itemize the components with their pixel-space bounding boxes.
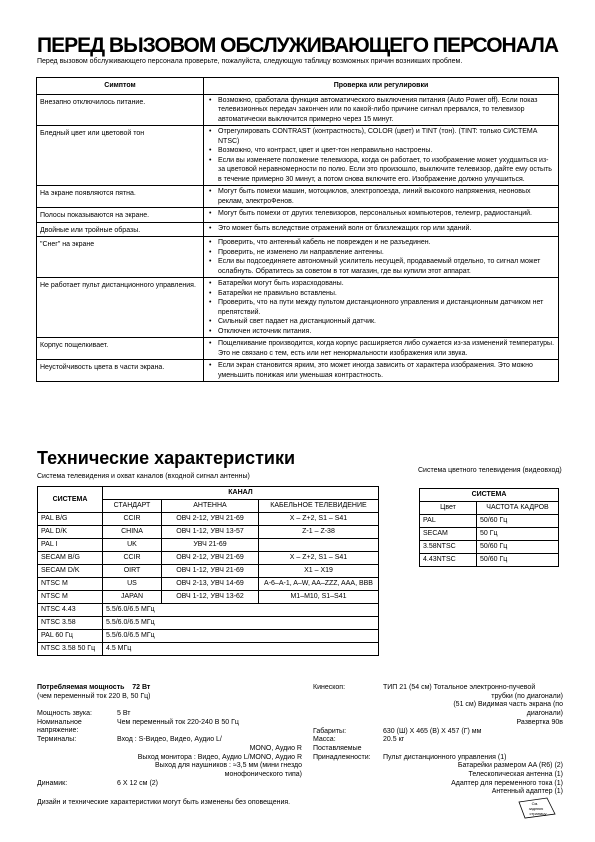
- spec-key: [37, 754, 117, 763]
- spec-value: 5 Вт: [117, 710, 131, 717]
- spec-key: [313, 710, 383, 719]
- specs-title: Технические характеристики: [37, 448, 296, 468]
- spec-value: ТИП 21 (54 см) Тотальное электронно-пучевой: [383, 684, 536, 691]
- spec-key: Номинальное напряжение:: [37, 718, 82, 735]
- standard-cell: US: [103, 578, 162, 591]
- color-col-header: Цвет: [420, 502, 477, 515]
- color-row: [420, 541, 559, 554]
- system-row: [38, 617, 379, 630]
- antenna-header: АНТЕННА: [162, 500, 259, 513]
- spec-value: Выход для наушников : ≈3,5 мм (мини гнездо: [154, 762, 302, 770]
- spec-key: Габариты:: [313, 727, 347, 735]
- spec-value: [383, 745, 563, 754]
- cable-cell: A-6–A-1, A–W, AA–ZZZ, AAA, BBB: [259, 578, 379, 591]
- color-freq-cell: 50/60 Гц: [477, 541, 559, 554]
- see-back-page-icon: [517, 796, 557, 820]
- tv-systems-table: [37, 486, 379, 656]
- systems-caption: Система телевидения и охват каналов (входной сигнал антенны): [37, 473, 250, 480]
- spec-key: [37, 745, 117, 754]
- check-cell: [204, 208, 559, 223]
- symptom-cell: "Снег" на экране: [37, 237, 204, 278]
- antenna-cell: ОВЧ 1-12, УВЧ 13-62: [162, 591, 259, 604]
- spec-key: [37, 771, 117, 780]
- check-list: [207, 96, 555, 125]
- color-row: [420, 528, 559, 541]
- antenna-cell: ОВЧ 1-12, УВЧ 13-57: [162, 526, 259, 539]
- check-item: • Если вы изменяете положение телевизора, когда он работает, то изображение может ухудшиться из-за цветовой неравномерности по полю. Если это произошло, выключите телевизор, дайте ему остыть в течение примерно 30 минут, а потом снова включите его. Изображение должно улучшиться.: [207, 156, 555, 185]
- symptom-cell: Не работает пульт дистанционного управления.: [37, 278, 204, 338]
- freq-col-header: ЧАСТОТА КАДРОВ: [477, 502, 559, 515]
- right-specs: [313, 684, 563, 797]
- trouble-row: [37, 186, 559, 208]
- system-row: [38, 526, 379, 539]
- spec-value: трубки (по диагонали): [491, 692, 563, 700]
- spec-row: [313, 701, 563, 710]
- system-cell: SECAM B/G: [38, 552, 103, 565]
- system-cell: SECAM D/K: [38, 565, 103, 578]
- color-name-cell: PAL: [420, 515, 477, 528]
- spec-key: Мощность звука:: [37, 710, 92, 717]
- antenna-cell: ОВЧ 1-12, УВЧ 21-69: [162, 565, 259, 578]
- channel-header: КАНАЛ: [103, 487, 379, 500]
- spec-row: [37, 762, 302, 771]
- check-item: • Возможно, сработала функция автоматического выключения питания (Auto Power off). Если показ телевизионных передач закончен или по какой-либо причине сигнал прервался, то телевизор автоматически выключится примерно через 15 минут.: [207, 96, 555, 125]
- spec-row: [37, 710, 302, 719]
- color-row: [420, 554, 559, 567]
- spec-value: монофонического типа): [224, 770, 302, 778]
- spec-value: 20.5 кг: [383, 736, 405, 744]
- spec-row: [313, 762, 563, 771]
- spec-row: [313, 745, 563, 754]
- spec-value: Вход : S-Видео, Видео, Аудио L/: [117, 736, 222, 744]
- check-cell: [204, 338, 559, 360]
- spec-row: [37, 745, 302, 754]
- badge-line1: См.: [531, 801, 539, 806]
- spec-key: Динамик:: [37, 779, 68, 787]
- color-name-cell: 4.43NTSC: [420, 554, 477, 567]
- standard-header: СТАНДАРТ: [103, 500, 162, 513]
- spec-key: [313, 693, 383, 702]
- standard-cell: CCIR: [103, 513, 162, 526]
- check-list: [207, 339, 555, 358]
- badge-line3: страницу: [529, 811, 547, 816]
- check-item: • Возможно, что контраст, цвет и цвет-тон неправильно настроены.: [207, 146, 555, 156]
- system-cell: NTSC 4.43: [38, 604, 103, 617]
- spec-row: [37, 736, 302, 745]
- check-item: • Проверить, что антенный кабель не поврежден и не разъединен.: [207, 238, 555, 248]
- power-value: 72 Вт: [132, 684, 151, 691]
- check-list: [207, 224, 555, 234]
- cable-cell: X – Z+2, S1 – S41: [259, 513, 379, 526]
- symptom-cell: Внезапно отключилось питание.: [37, 94, 204, 126]
- cable-cell: [259, 539, 379, 552]
- check-item: • Если экран становится ярким, это может иногда зависить от характера изображения. Это можно уменьшить понижая или уменьшая контрастность.: [207, 361, 555, 380]
- check-item: • Проверить, что на пути между пультом дистанционного управления и дистанционным датчиком нет препятствий.: [207, 298, 555, 317]
- spec-row: [313, 693, 563, 702]
- spec-value: 6 X 12 см (2): [117, 779, 158, 787]
- spec-row: [37, 719, 302, 736]
- spec-value: Чем переменный ток 220-240 В 50 Гц: [117, 718, 239, 726]
- check-item: • Могут быть помехи от других телевизоров, персональных компьютеров, телеигр, радиостанций.: [207, 209, 555, 219]
- color-row: [420, 515, 559, 528]
- check-item: • Пощелкивание производится, когда корпус расширяется либо сужается из-за изменений температуры. Это не связано с тем, есть или нет ненормальности изображения или звука.: [207, 339, 555, 358]
- system-cell: NTSC M: [38, 591, 103, 604]
- spec-row: [313, 771, 563, 780]
- system-cell: NTSC 3.58: [38, 617, 103, 630]
- symptom-cell: Корпус пощелкивает.: [37, 338, 204, 360]
- symptom-cell: Неустойчивость цвета в части экрана.: [37, 360, 204, 382]
- check-item: • Могут быть помехи машин, мотоциклов, электропоезда, линий высокого напряжения, неоновых реклам, электроФенов.: [207, 187, 555, 206]
- trouble-row: [37, 126, 559, 186]
- cable-header: КАБЕЛЬНОЕ ТЕЛЕВИДЕНИЕ: [259, 500, 379, 513]
- color-system-header: СИСТЕМА: [420, 489, 559, 502]
- standard-cell: UK: [103, 539, 162, 552]
- spec-row: [37, 780, 302, 789]
- check-cell: [204, 94, 559, 126]
- value-cell: 5.5/6.0/6.5 МГц: [103, 630, 379, 643]
- check-item: • Проверить, не изменено ли направление антенны.: [207, 248, 555, 258]
- spec-value: Развертка 90в: [516, 718, 563, 726]
- check-item: • Отрегулировать CONTRAST (контрастность), COLOR (цвет) и TINT (тон). (TINT: только СИСТЕМА NTSC): [207, 127, 555, 146]
- check-cell: [204, 278, 559, 338]
- intro-text: Перед вызовом обслуживающего персонала проверьте, пожалуйста, следующую таблицу возможных причин возникших проблем.: [37, 58, 463, 65]
- left-specs: [37, 710, 302, 788]
- trouble-row: [37, 237, 559, 278]
- spec-key: [37, 762, 117, 771]
- spec-key: Терминалы:: [37, 736, 77, 744]
- check-item: • Батарейки могут быть израсходованы.: [207, 279, 555, 289]
- system-row: [38, 513, 379, 526]
- color-freq-cell: 50/60 Гц: [477, 515, 559, 528]
- trouble-row: [37, 94, 559, 126]
- check-cell: [204, 237, 559, 278]
- color-freq-cell: 50/60 Гц: [477, 554, 559, 567]
- check-list: [207, 209, 555, 219]
- system-row: [38, 552, 379, 565]
- system-cell: PAL 60 Гц: [38, 630, 103, 643]
- trouble-row: [37, 360, 559, 382]
- check-cell: [204, 222, 559, 237]
- check-item: • Батарейки не правильно вставлены.: [207, 289, 555, 299]
- color-name-cell: 3.58NTSC: [420, 541, 477, 554]
- spec-row: [313, 719, 563, 728]
- spec-key: [313, 771, 383, 780]
- value-cell: 5.5/6.0/6.5 МГц: [103, 617, 379, 630]
- spec-row: [313, 710, 563, 719]
- system-row: [38, 630, 379, 643]
- value-cell: 4.5 МГц: [103, 643, 379, 656]
- power-label: Потребляемая мощность: [37, 684, 125, 691]
- troubleshooting-table: [36, 77, 559, 382]
- cable-cell: Z-1 – Z-38: [259, 526, 379, 539]
- spec-key: Кинескоп:: [313, 684, 346, 691]
- trouble-row: [37, 208, 559, 223]
- antenna-cell: ОВЧ 2-13, УВЧ 14-69: [162, 578, 259, 591]
- standard-cell: CCIR: [103, 552, 162, 565]
- spec-value: 630 (Ш) X 465 (В) X 457 (Г) мм: [383, 727, 482, 735]
- trouble-row: [37, 222, 559, 237]
- standard-cell: OIRT: [103, 565, 162, 578]
- system-cell: PAL B/G: [38, 513, 103, 526]
- spec-value: Выход монитора : Видео, Аудио L/MONO, Аудио R: [137, 753, 302, 761]
- standard-cell: JAPAN: [103, 591, 162, 604]
- symptom-cell: На экране появляются пятна.: [37, 186, 204, 208]
- color-caption: Система цветного телевидения (видеовход): [418, 467, 562, 474]
- spec-value: Батарейки размером AA (R6) (2): [457, 762, 563, 770]
- power-block: [37, 684, 282, 701]
- antenna-cell: ОВЧ 2-12, УВЧ 21-69: [162, 513, 259, 526]
- color-name-cell: SECAM: [420, 528, 477, 541]
- system-cell: PAL I: [38, 539, 103, 552]
- antenna-cell: ОВЧ 2-12, УВЧ 21-69: [162, 552, 259, 565]
- check-list: [207, 238, 555, 276]
- check-cell: [204, 126, 559, 186]
- spec-key: [313, 701, 383, 710]
- check-item: • Это может быть вследствие отражений волн от близлежащих гор или зданий.: [207, 224, 555, 234]
- check-list: [207, 361, 555, 380]
- standard-cell: CHINA: [103, 526, 162, 539]
- trouble-row: [37, 338, 559, 360]
- symptom-cell: Полосы показываются на экране.: [37, 208, 204, 223]
- spec-row: [37, 754, 302, 763]
- spec-value: MONO, Аудио R: [249, 744, 302, 752]
- cable-cell: X1 – X19: [259, 565, 379, 578]
- spec-key: Масса:: [313, 736, 336, 744]
- trouble-row: [37, 278, 559, 338]
- spec-value: Телескопическая антенна (1): [468, 771, 563, 779]
- system-row: [38, 643, 379, 656]
- spec-key: [313, 780, 383, 789]
- antenna-cell: УВЧ 21-69: [162, 539, 259, 552]
- spec-key: [313, 762, 383, 771]
- value-cell: 5.5/6.0/6.5 МГц: [103, 604, 379, 617]
- check-item: • Сильный свет падает на дистанционный датчик.: [207, 317, 555, 327]
- spec-value: Пульт дистанционного управления (1): [383, 753, 507, 761]
- spec-key: [313, 719, 383, 728]
- system-header: СИСТЕМА: [38, 487, 103, 513]
- spec-value: Антенный адаптер (1): [491, 788, 563, 796]
- check-list: [207, 279, 555, 336]
- symptom-header: Симптом: [37, 78, 204, 95]
- spec-value: Адаптер для переменного тока (1): [451, 779, 563, 787]
- symptom-cell: Бледный цвет или цветовой тон: [37, 126, 204, 186]
- check-item: • Если вы подсоединяете автономный усилитель несущей, продаваемый отдельно, то сигнал может ослабнуть. Обратитесь за советом в тот магазин, где вы купили этот аппарат.: [207, 257, 555, 276]
- system-cell: PAL D/K: [38, 526, 103, 539]
- check-list: [207, 187, 555, 206]
- badge-line2: заднюю: [528, 806, 544, 811]
- spec-row: [313, 728, 563, 737]
- system-row: [38, 539, 379, 552]
- system-row: [38, 565, 379, 578]
- spec-key: Поставляемые: [313, 744, 362, 752]
- system-cell: NTSC 3.58 50 Гц: [38, 643, 103, 656]
- cable-cell: X – Z+2, S1 – S41: [259, 552, 379, 565]
- power-note: (чем переменный ток 220 В, 50 Гц): [37, 692, 151, 700]
- system-row: [38, 604, 379, 617]
- symptom-cell: Двойные или тройные образы.: [37, 222, 204, 237]
- spec-row: [37, 771, 302, 780]
- check-header: Проверка или регулировки: [204, 78, 559, 95]
- color-freq-cell: 50 Гц: [477, 528, 559, 541]
- page-title: ПЕРЕД ВЫЗОВОМ ОБСЛУЖИВАЮЩЕГО ПЕРСОНАЛА: [37, 34, 559, 57]
- system-row: [38, 578, 379, 591]
- check-cell: [204, 186, 559, 208]
- spec-row: [313, 736, 563, 745]
- color-systems-table: [419, 488, 559, 567]
- spec-key: Принадлежности:: [313, 753, 371, 761]
- check-item: • Отключен источник питания.: [207, 327, 555, 337]
- system-cell: NTSC M: [38, 578, 103, 591]
- spec-value: (51 см) Видимая часть экрана (по: [453, 701, 563, 709]
- check-cell: [204, 360, 559, 382]
- spec-value: диагонали): [526, 710, 563, 718]
- footer-note: Дизайн и технические характеристики могут быть изменены без оповещения.: [37, 799, 291, 806]
- check-list: [207, 127, 555, 184]
- system-row: [38, 591, 379, 604]
- spec-key: [313, 788, 383, 797]
- spec-row: [313, 684, 563, 693]
- cable-cell: M1–M10, S1–S41: [259, 591, 379, 604]
